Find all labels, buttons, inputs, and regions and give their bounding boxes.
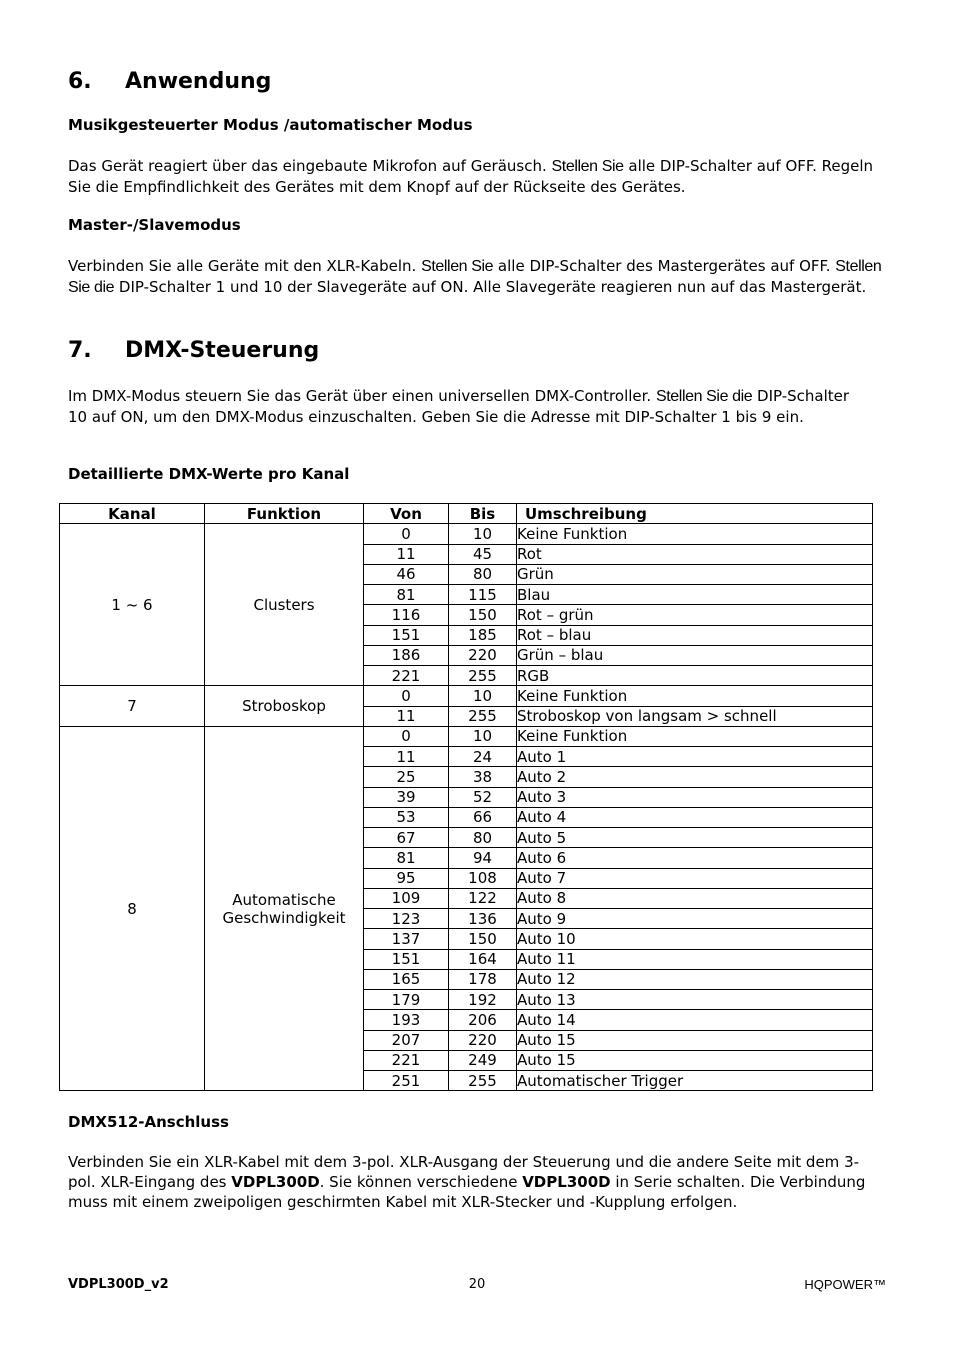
- cell-von: 137: [364, 929, 449, 949]
- cell-bis: 206: [449, 1010, 517, 1030]
- cell-von: 109: [364, 888, 449, 908]
- cell-funktion: Automatische Geschwindigkeit: [205, 726, 364, 1091]
- text-run: DIP-Schalter 10 auf ON, um den DMX-Modus einzuschalten. Geben Sie die Adresse mit DIP-Schalter 1 bis 9 ein.: [68, 387, 850, 426]
- section-7-title: DMX-Steuerung: [125, 338, 320, 363]
- cell-von: 221: [364, 666, 449, 686]
- cell-bis: 150: [449, 605, 517, 625]
- cell-umschreibung: RGB: [517, 666, 873, 686]
- dmx512-heading: DMX512-Anschluss: [68, 1113, 229, 1131]
- header-bis: Bis: [449, 504, 517, 524]
- cell-von: 207: [364, 1030, 449, 1050]
- cell-von: 0: [364, 726, 449, 746]
- cell-umschreibung: Rot: [517, 544, 873, 564]
- dmx-channel-table: [59, 503, 873, 1091]
- cell-umschreibung: Auto 9: [517, 909, 873, 929]
- cell-von: 67: [364, 828, 449, 848]
- table-body: [60, 524, 873, 1091]
- cell-bis: 24: [449, 747, 517, 767]
- cell-umschreibung: Grün – blau: [517, 645, 873, 665]
- cell-von: 151: [364, 625, 449, 645]
- footer-page-number: 20: [468, 1277, 486, 1292]
- cell-umschreibung: Auto 15: [517, 1050, 873, 1070]
- cell-von: 53: [364, 807, 449, 827]
- dmx-mode-paragraph: [68, 386, 868, 427]
- text-run: in Serie schalten. Die Verbindung muss mit einem zweipoligen geschirmten Kabel mit XLR-Stecker und -Kupplung erfolgen.: [68, 1173, 866, 1211]
- cell-bis: 136: [449, 909, 517, 929]
- cell-umschreibung: Auto 7: [517, 868, 873, 888]
- footer-model: VDPL300D_v2: [68, 1277, 169, 1292]
- cell-umschreibung: Auto 5: [517, 828, 873, 848]
- cell-bis: 178: [449, 969, 517, 989]
- cell-von: 123: [364, 909, 449, 929]
- cell-umschreibung: Auto 4: [517, 807, 873, 827]
- text-run: . Sie können verschiedene: [319, 1173, 523, 1191]
- header-von: Von: [364, 504, 449, 524]
- music-mode-heading: Musikgesteuerter Modus /automatischer Modus: [68, 116, 473, 134]
- master-slave-heading: Master-/Slavemodus: [68, 216, 241, 234]
- cell-bis: 94: [449, 848, 517, 868]
- cell-bis: 45: [449, 544, 517, 564]
- cell-umschreibung: Automatischer Trigger: [517, 1071, 873, 1091]
- model-name: VDPL300D: [231, 1173, 320, 1191]
- cell-bis: 38: [449, 767, 517, 787]
- table-row: [60, 686, 873, 706]
- cell-bis: 52: [449, 787, 517, 807]
- cell-bis: 10: [449, 524, 517, 544]
- text-run: Verbinden Sie alle Geräte mit den XLR-Kabeln.: [68, 257, 422, 275]
- cell-umschreibung: Rot – grün: [517, 605, 873, 625]
- cell-bis: 122: [449, 888, 517, 908]
- cell-kanal: 8: [60, 726, 205, 1091]
- text-run: DIP-Schalter 1 und 10 der Slavegeräte auf ON. Alle Slavegeräte reagieren nun auf das Mastergerät.: [114, 278, 867, 296]
- cell-von: 251: [364, 1071, 449, 1091]
- cell-bis: 10: [449, 686, 517, 706]
- cell-bis: 249: [449, 1050, 517, 1070]
- cell-bis: 150: [449, 929, 517, 949]
- cell-bis: 80: [449, 828, 517, 848]
- cell-umschreibung: Keine Funktion: [517, 524, 873, 544]
- cell-bis: 164: [449, 949, 517, 969]
- cell-von: 165: [364, 969, 449, 989]
- cell-von: 179: [364, 990, 449, 1010]
- cell-funktion: Stroboskop: [205, 686, 364, 727]
- cell-bis: 115: [449, 585, 517, 605]
- text-run: alle DIP-Schalter auf OFF. Regeln Sie die Empfindlichkeit des Gerätes mit dem Knopf auf der Rückseite des Gerätes.: [68, 157, 874, 196]
- header-umschreibung: Umschreibung: [517, 504, 873, 524]
- cell-bis: 10: [449, 726, 517, 746]
- music-mode-paragraph: [68, 156, 898, 197]
- cell-von: 81: [364, 585, 449, 605]
- model-name: VDPL300D: [522, 1173, 611, 1191]
- table-row: [60, 726, 873, 746]
- cell-von: 39: [364, 787, 449, 807]
- cell-bis: 192: [449, 990, 517, 1010]
- cell-von: 11: [364, 747, 449, 767]
- table-row: [60, 524, 873, 544]
- cell-umschreibung: Auto 10: [517, 929, 873, 949]
- cell-bis: 185: [449, 625, 517, 645]
- section-6-heading: [68, 69, 271, 94]
- cell-umschreibung: Auto 3: [517, 787, 873, 807]
- cell-umschreibung: Keine Funktion: [517, 726, 873, 746]
- cell-umschreibung: Grün: [517, 564, 873, 584]
- cell-von: 151: [364, 949, 449, 969]
- master-slave-paragraph: [68, 256, 898, 298]
- cell-umschreibung: Auto 2: [517, 767, 873, 787]
- cell-von: 46: [364, 564, 449, 584]
- cell-bis: 255: [449, 706, 517, 726]
- cell-von: 11: [364, 544, 449, 564]
- cell-umschreibung: Auto 6: [517, 848, 873, 868]
- section-6-number: 6.: [68, 69, 92, 94]
- cell-kanal: 1 ~ 6: [60, 524, 205, 686]
- section-7-heading: [68, 338, 319, 363]
- cell-von: 25: [364, 767, 449, 787]
- footer-brand: HQPOWER™: [804, 1277, 886, 1292]
- text-run: alle DIP-Schalter des Mastergerätes auf OFF.: [493, 257, 836, 275]
- table-header-row: [60, 504, 873, 524]
- text-run: Stellen Sie die: [655, 388, 753, 405]
- cell-funktion: Clusters: [205, 524, 364, 686]
- cell-von: 116: [364, 605, 449, 625]
- cell-umschreibung: Auto 15: [517, 1030, 873, 1050]
- dmx-values-heading: Detaillierte DMX-Werte pro Kanal: [68, 465, 350, 483]
- cell-von: 81: [364, 848, 449, 868]
- text-run: Stellen Sie die: [68, 258, 882, 296]
- cell-von: 0: [364, 686, 449, 706]
- cell-bis: 255: [449, 1071, 517, 1091]
- section-7-number: 7.: [68, 338, 92, 363]
- cell-von: 95: [364, 868, 449, 888]
- cell-bis: 255: [449, 666, 517, 686]
- cell-umschreibung: Auto 12: [517, 969, 873, 989]
- cell-bis: 220: [449, 1030, 517, 1050]
- text-run: Verbinden Sie ein XLR-Kabel mit dem 3-pol. XLR-Ausgang der Steuerung und die andere Seite mit dem 3-pol. XLR-Eingang des: [68, 1153, 860, 1191]
- cell-von: 0: [364, 524, 449, 544]
- cell-bis: 80: [449, 564, 517, 584]
- text-run: Stellen Sie: [421, 258, 494, 275]
- cell-umschreibung: Stroboskop von langsam > schnell: [517, 706, 873, 726]
- cell-von: 221: [364, 1050, 449, 1070]
- cell-umschreibung: Keine Funktion: [517, 686, 873, 706]
- text-run: Das Gerät reagiert über das eingebaute Mikrofon auf Geräusch.: [68, 157, 552, 175]
- cell-bis: 66: [449, 807, 517, 827]
- cell-umschreibung: Auto 13: [517, 990, 873, 1010]
- cell-umschreibung: Auto 1: [517, 747, 873, 767]
- cell-bis: 220: [449, 645, 517, 665]
- cell-umschreibung: Auto 14: [517, 1010, 873, 1030]
- dmx512-paragraph: [68, 1152, 878, 1212]
- section-6-title: Anwendung: [125, 69, 272, 94]
- cell-umschreibung: Blau: [517, 585, 873, 605]
- cell-kanal: 7: [60, 686, 205, 727]
- header-kanal: Kanal: [60, 504, 205, 524]
- cell-von: 11: [364, 706, 449, 726]
- cell-bis: 108: [449, 868, 517, 888]
- cell-umschreibung: Auto 8: [517, 888, 873, 908]
- cell-umschreibung: Rot – blau: [517, 625, 873, 645]
- cell-von: 193: [364, 1010, 449, 1030]
- header-funktion: Funktion: [205, 504, 364, 524]
- cell-von: 186: [364, 645, 449, 665]
- cell-umschreibung: Auto 11: [517, 949, 873, 969]
- text-run: Im DMX-Modus steuern Sie das Gerät über einen universellen DMX-Controller.: [68, 387, 656, 405]
- text-run: Stellen Sie: [551, 158, 624, 175]
